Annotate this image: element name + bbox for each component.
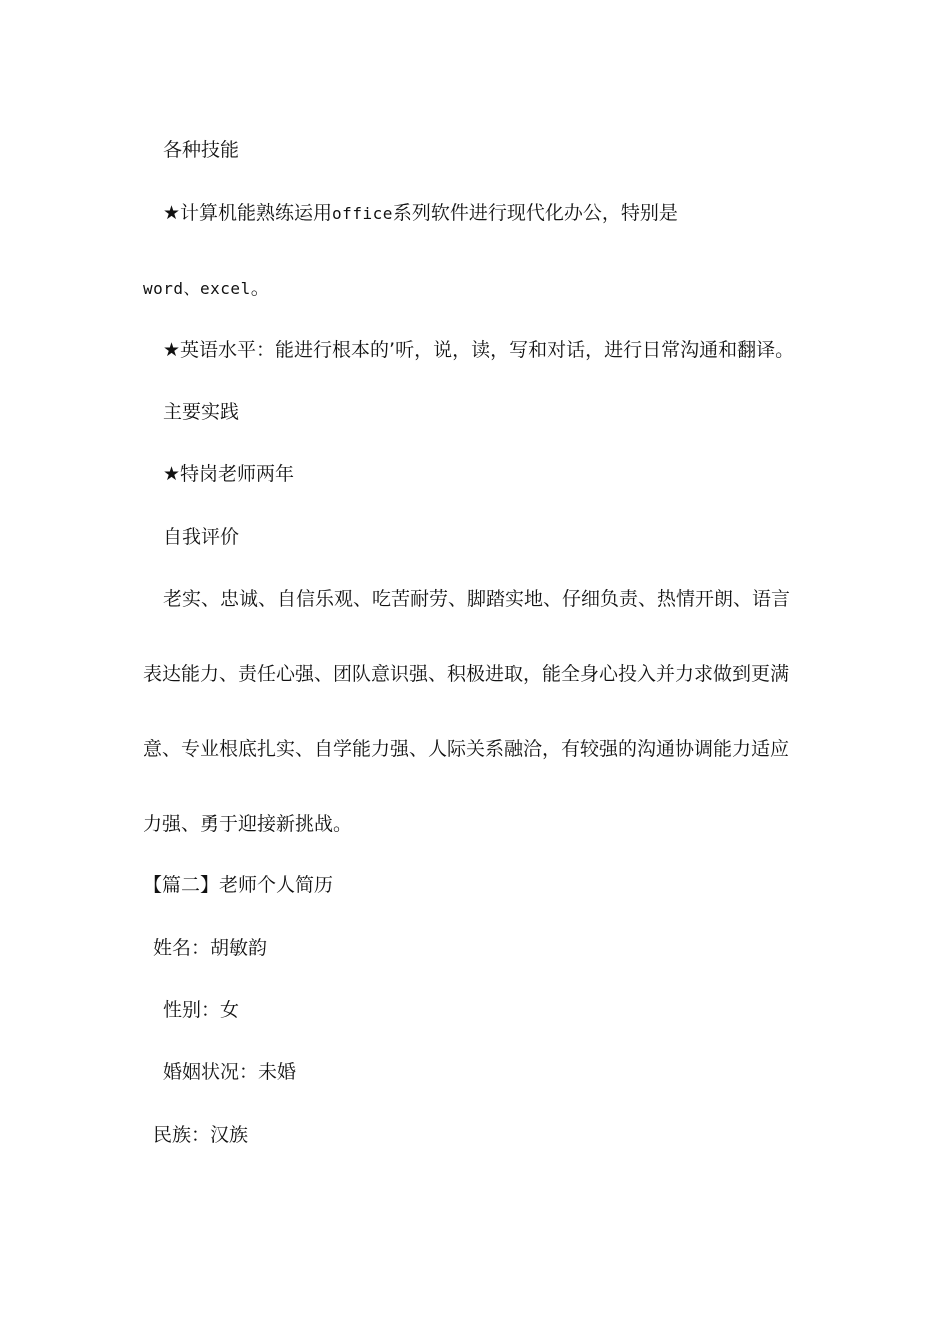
profile-ethnicity: 民族：汉族 [153, 1124, 249, 1146]
practice-heading: 主要实践 [163, 401, 240, 423]
software-name: office [332, 204, 393, 223]
self-eval-line: 意、专业根底扎实、自学能力强、人际关系融洽，有较强的沟通协调能力适应 [143, 738, 790, 760]
profile-gender: 性别：女 [163, 999, 240, 1021]
computer-skill-prefix: ★计算机能熟练运用 [163, 202, 333, 224]
computer-skill-apps-line [143, 276, 270, 301]
profile-name: 姓名：胡敏韵 [153, 937, 268, 959]
self-eval-line: 表达能力、责任心强、团队意识强、积极进取，能全身心投入并力求做到更满 [143, 663, 790, 685]
self-eval-heading: 自我评价 [163, 526, 240, 548]
section-title: 【篇二】老师个人简历 [143, 874, 334, 896]
computer-skill-line [163, 201, 678, 226]
practice-item: ★特岗老师两年 [163, 463, 295, 485]
computer-skill-end: 。 [250, 277, 270, 299]
english-skill-line: ★英语水平：能进行根本的’听，说，读，写和对话，进行日常沟通和翻译。 [163, 339, 795, 361]
skills-heading: 各种技能 [163, 139, 240, 161]
self-eval-line: 力强、勇于迎接新挑战。 [143, 813, 353, 835]
computer-skill-apps: word、excel [143, 279, 251, 298]
computer-skill-suffix: 系列软件进行现代化办公，特别是 [392, 202, 678, 224]
self-eval-line: 老实、忠诚、自信乐观、吃苦耐劳、脚踏实地、仔细负责、热情开朗、语言 [163, 588, 791, 610]
profile-marital-status: 婚姻状况：未婚 [163, 1061, 297, 1083]
